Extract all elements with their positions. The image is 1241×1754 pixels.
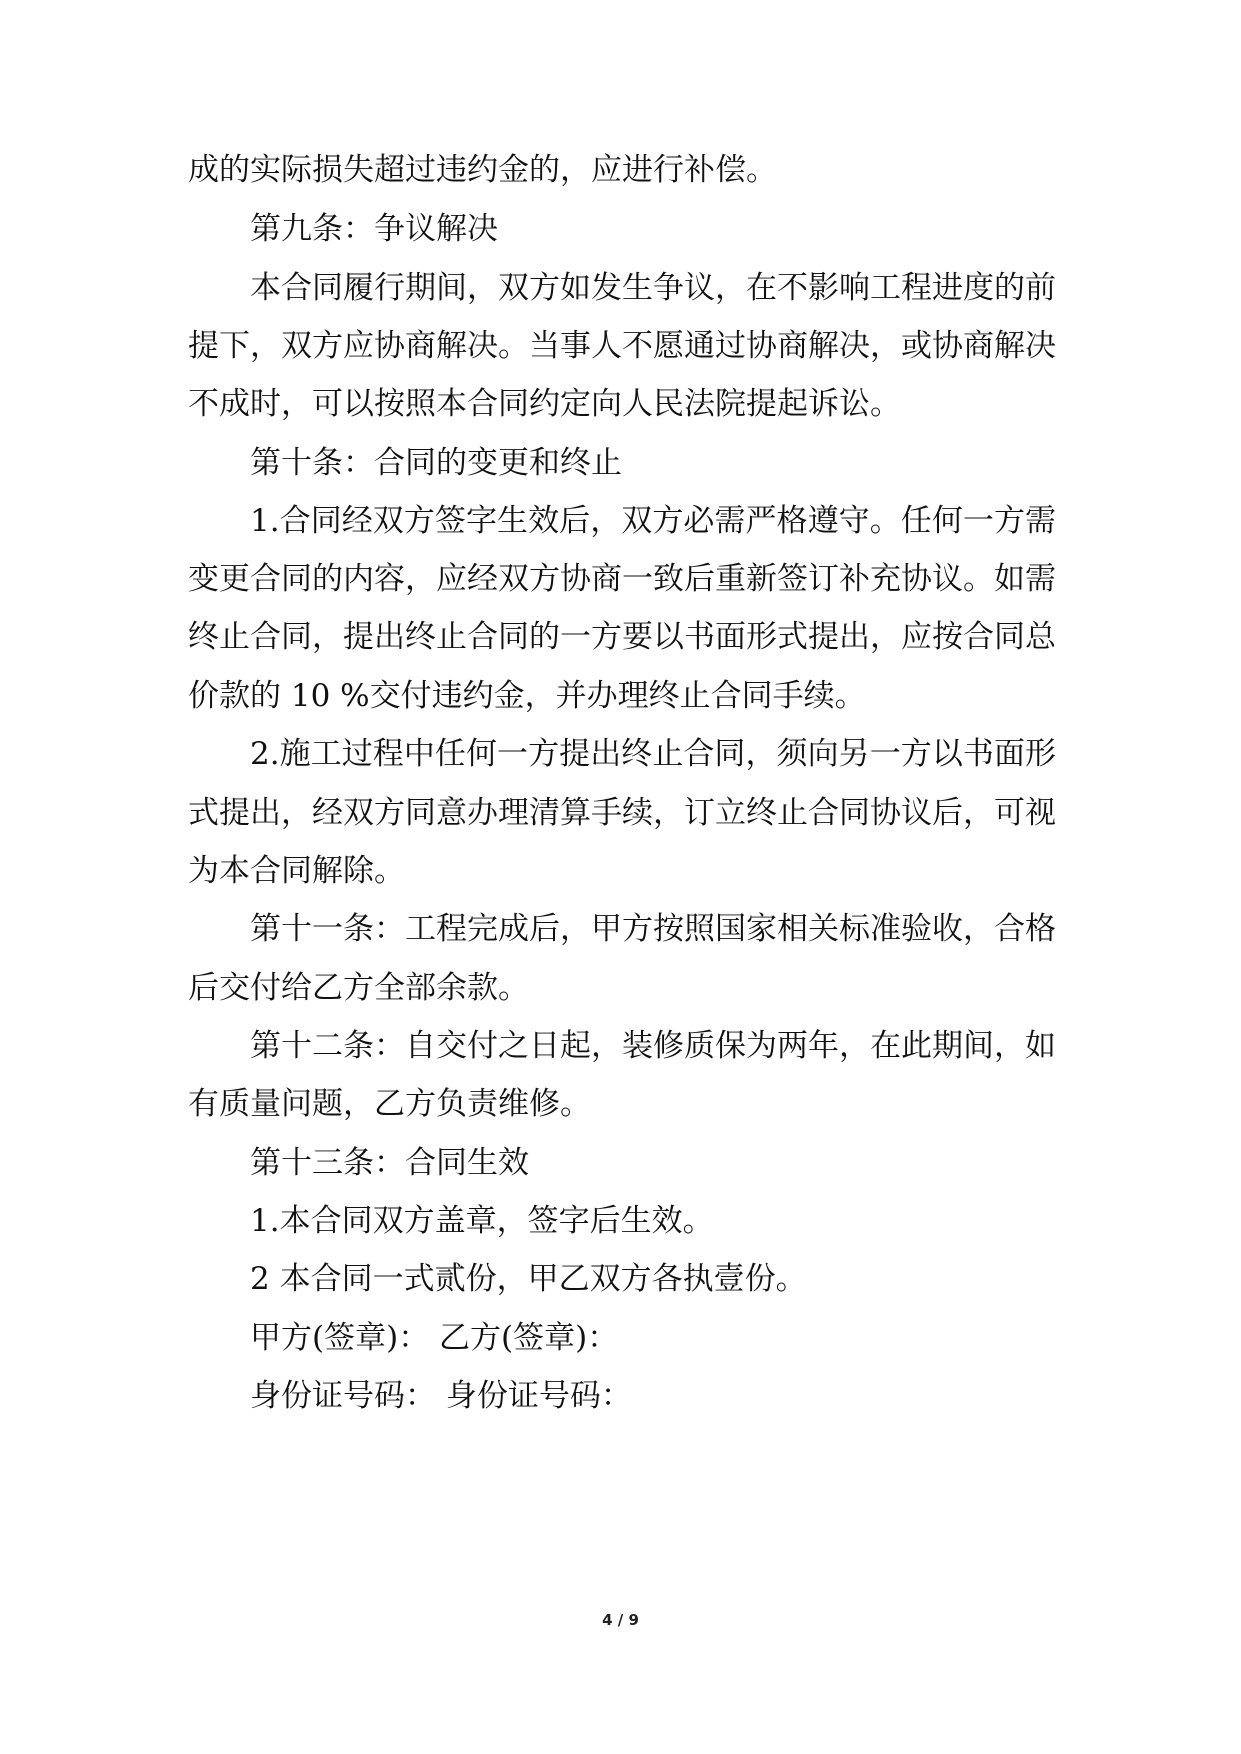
text-line: 2 本合同一式贰份，甲乙双方各执壹份。 [250,1261,807,1297]
page-number: 4 / 9 [602,1611,639,1629]
text-line: 第十二条：自交付之日起，装修质保为两年，在此期间，如 [250,1028,1056,1064]
text-line: 不成时，可以按照本合同约定向人民法院提起诉讼。 [188,386,901,422]
text-line: 成的实际损失超过违约金的，应进行补偿。 [188,152,777,188]
text-line: 2.施工过程中任何一方提出终止合同，须向另一方以书面形 [250,736,1056,772]
text-line: 式提出，经双方同意办理清算手续，订立终止合同协议后，可视 [188,795,1056,831]
text-line: 有质量问题，乙方负责维修。 [188,1086,591,1122]
text-line: 甲方(签章)： 乙方(签章)： [250,1320,619,1356]
text-line: 终止合同，提出终止合同的一方要以书面形式提出，应按合同总 [188,619,1056,655]
text-line: 第十三条：合同生效 [250,1145,529,1181]
text-line: 变更合同的内容，应经双方协商一致后重新签订补充协议。如需 [188,561,1056,597]
text-line: 1.本合同双方盖章，签字后生效。 [250,1203,714,1239]
text-line: 第九条：争议解决 [250,211,498,247]
text-line: 价款的 10 %交付违约金，并办理终止合同手续。 [188,678,866,714]
text-line: 为本合同解除。 [188,853,405,889]
text-line: 身份证号码： 身份证号码： [250,1378,632,1414]
text-line: 提下，双方应协商解决。当事人不愿通过协商解决，或协商解决 [188,328,1056,364]
text-line: 后交付给乙方全部余款。 [188,970,529,1006]
text-line: 第十一条：工程完成后，甲方按照国家相关标准验收，合格 [250,911,1056,947]
text-line: 第十条：合同的变更和终止 [250,445,622,481]
text-line: 1.合同经双方签字生效后，双方必需严格遵守。任何一方需 [250,503,1056,539]
text-line: 本合同履行期间，双方如发生争议，在不影响工程进度的前 [250,270,1056,306]
